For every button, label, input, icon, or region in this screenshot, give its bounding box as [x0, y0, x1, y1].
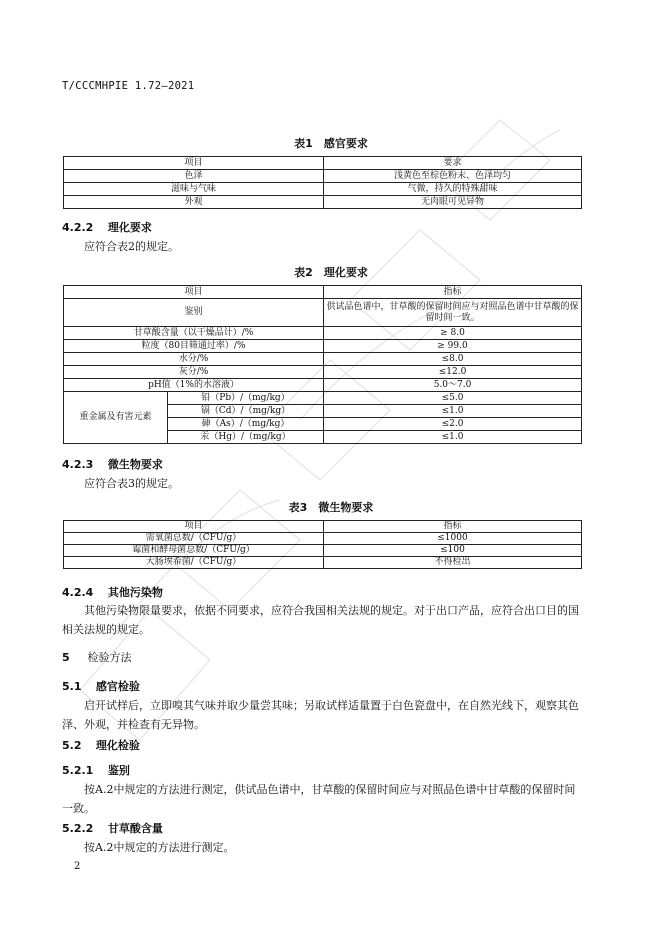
sensory-table: [63, 156, 582, 209]
section-heading: [62, 820, 163, 836]
table-row: [64, 183, 582, 196]
table-cell: ≤5.0: [324, 392, 582, 405]
section-heading: [62, 678, 140, 694]
table-row: [64, 340, 582, 353]
table-cell: ≤2.0: [324, 418, 582, 431]
table-row: [64, 557, 582, 569]
table1-title: 表1 感官要求: [294, 137, 368, 150]
table-row: [64, 366, 582, 379]
section-title: 甘草酸含量: [107, 822, 163, 835]
table3-title: 表3 微生物要求: [288, 501, 374, 514]
section-title: 检验方法: [87, 651, 132, 664]
table-header-row: [64, 286, 582, 299]
table-cell: 无肉眼可见异物: [324, 196, 582, 209]
section-title: 其他污染物: [107, 586, 163, 599]
table-cell: 砷（As）/（mg/kg）: [168, 418, 324, 431]
table-header-row: [64, 521, 582, 533]
table-header: 项目: [64, 521, 324, 533]
table-cell: 霉菌和酵母菌总数/（CFU/g）: [64, 545, 324, 557]
section-title: 理化检验: [95, 739, 140, 752]
table-header: 要求: [324, 157, 582, 170]
table-cell: ≤8.0: [324, 353, 582, 366]
table-cell: ≤1.0: [324, 405, 582, 418]
table-cell: 需氧菌总数/（CFU/g）: [64, 533, 324, 545]
table-cell: ≥ 8.0: [324, 327, 582, 340]
table-cell: ≤1.0: [324, 431, 582, 444]
table-row: [64, 533, 582, 545]
physicochemical-table: [63, 285, 582, 444]
section-heading: [62, 219, 152, 235]
chapter-heading: [62, 649, 132, 665]
table-cell: 浅黄色至棕色粉末、色泽均匀: [324, 170, 582, 183]
table-cell: 灰分/%: [64, 366, 324, 379]
table-row: [64, 392, 582, 405]
section-number: 5.2.1: [62, 764, 94, 777]
section-number: 5: [62, 651, 70, 664]
table-cell: ≥ 99.0: [324, 340, 582, 353]
table-row: [64, 353, 582, 366]
section-number: 5.1: [62, 680, 82, 693]
section-heading: [62, 584, 163, 600]
section-title: 感官检验: [95, 680, 140, 693]
paragraph: 按A.2中规定的方法进行测定，供试品色谱中，甘草酸的保留时间应与对照品色谱中甘草酸的保留时间一致。: [62, 783, 576, 815]
table2-title: 表2 理化要求: [294, 266, 368, 279]
table-row: [64, 545, 582, 557]
table-group-cell: 重金属及有害元素: [64, 392, 168, 444]
microbiology-table: [63, 520, 582, 569]
section-number: 4.2.3: [62, 458, 94, 471]
table-header: 项目: [64, 286, 324, 299]
table-cell: 汞（Hg）/（mg/kg）: [168, 431, 324, 444]
table-row: [64, 379, 582, 392]
table-header: 项目: [64, 157, 324, 170]
table-row: [64, 196, 582, 209]
section-number: 4.2.2: [62, 221, 94, 234]
table-cell: 甘草酸含量（以干燥品计）/%: [64, 327, 324, 340]
paragraph: 应符合表3的规定。: [84, 477, 179, 490]
table-cell: 水分/%: [64, 353, 324, 366]
section-number: 5.2: [62, 739, 82, 752]
table-header: 指标: [324, 286, 582, 299]
section-title: 鉴别: [107, 764, 130, 777]
table-cell: ≤100: [324, 545, 582, 557]
table-row: [64, 299, 582, 327]
table-cell: 铅（Pb）/（mg/kg）: [168, 392, 324, 405]
paragraph: 其他污染物限量要求，依据不同要求，应符合我国相关法规的规定。对于出口产品，应符合出口目的国相关法规的规定。: [62, 604, 579, 636]
table-cell: 镉（Cd）/（mg/kg）: [168, 405, 324, 418]
section-number: 4.2.4: [62, 586, 94, 599]
table-cell: ≤1000: [324, 533, 582, 545]
table-header-row: [64, 157, 582, 170]
table-cell: 外观: [64, 196, 324, 209]
table-cell: pH值（1%的水溶液）: [64, 379, 324, 392]
table-cell: ≤12.0: [324, 366, 582, 379]
table-row: [64, 170, 582, 183]
section-title: 理化要求: [107, 221, 152, 234]
section-number: 5.2.2: [62, 822, 94, 835]
standard-code: T/CCCMHPIE 1.72—2021: [62, 80, 195, 92]
section-title: 微生物要求: [107, 458, 163, 471]
table-row: [64, 327, 582, 340]
paragraph: 应符合表2的规定。: [84, 240, 179, 253]
page-number: 2: [74, 861, 81, 872]
section-heading: [62, 762, 130, 778]
table-cell: 不得检出: [324, 557, 582, 569]
table-cell: 鉴别: [64, 299, 324, 327]
table-cell: 粒度（80目筛通过率）/%: [64, 340, 324, 353]
table-cell: 气微，持久的特殊甜味: [324, 183, 582, 196]
section-heading: [62, 737, 140, 753]
table-cell: 色泽: [64, 170, 324, 183]
table-cell: 5.0～7.0: [324, 379, 582, 392]
table-cell: 供试品色谱中，甘草酸的保留时间应与对照品色谱中甘草酸的保留时间一致。: [324, 299, 582, 327]
paragraph: 按A.2中规定的方法进行测定。: [84, 841, 235, 854]
table-cell: 滋味与气味: [64, 183, 324, 196]
paragraph: 启开试样后，立即嗅其气味并取少量尝其味；另取试样适量置于白色瓷盘中，在自然光线下，观察其色泽、外观，并检查有无异物。: [62, 699, 579, 731]
table-header: 指标: [324, 521, 582, 533]
table-cell: 大肠埃希菌/（CFU/g）: [64, 557, 324, 569]
section-heading: [62, 456, 163, 472]
